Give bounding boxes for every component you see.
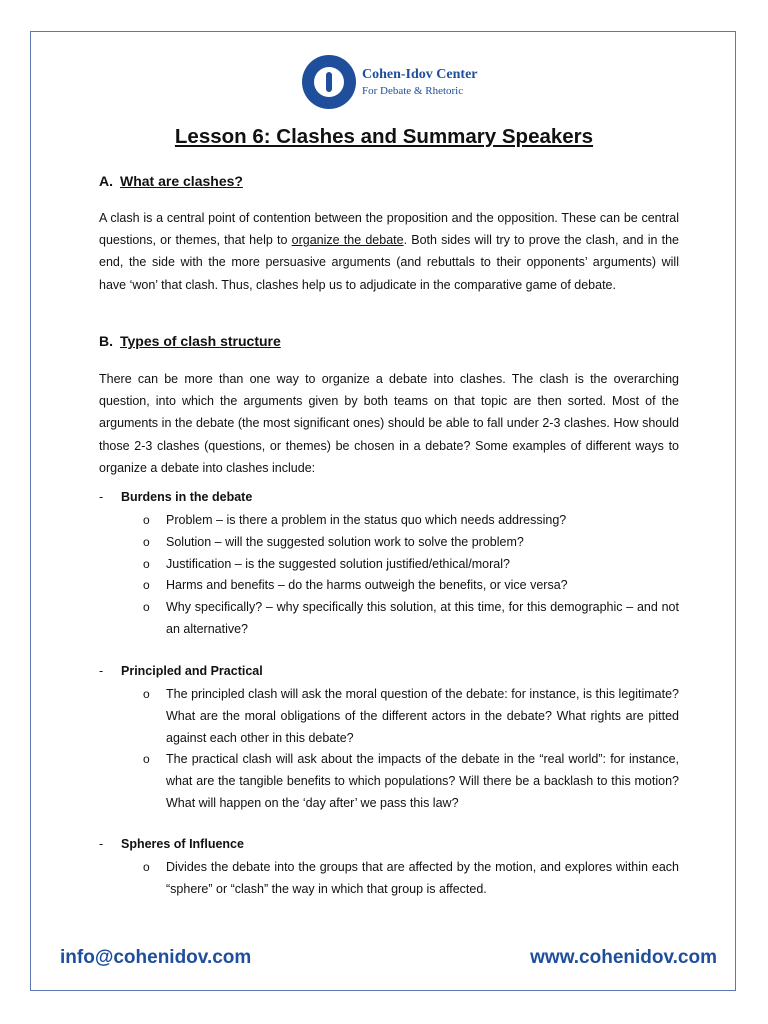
list-item: o The principled clash will ask the moral question of the debate: for instance, is this legitimate? What are the moral obligations of the different actors in the debate? What rights are pitted against each other in this debate? — [99, 684, 679, 749]
bullet-icon: o — [143, 534, 150, 549]
organize-debate-underline: organize the debate — [291, 233, 404, 248]
list-item: o Why specifically? – why specifically this solution, at this time, for this demographic – and not an alternative? — [99, 597, 679, 641]
section-b-title: Types of clash structure — [120, 333, 281, 349]
burdens-section: - Burdens in the debate o Problem – is there a problem in the status quo which needs addressing? o Solution – will the suggested solution work to solve the problem? o Justification – is the suggested solution justified/ethical/moral? o Harms and benefits – do the harms outweigh the benefits, or vice versa? o Why specifically? – why specifically this solution, at this time, for this demographic – and not an alternative? — [99, 490, 679, 641]
list-item: o Solution – will the suggested solution work to solve the problem? — [99, 532, 679, 554]
footer-website-link[interactable]: www.cohenidov.com — [530, 947, 717, 968]
bullet-icon: o — [143, 752, 150, 767]
footer-email-link[interactable]: info@cohenidov.com — [60, 947, 252, 968]
principled-title: Principled and Practical — [121, 664, 263, 678]
center-logo — [302, 55, 480, 115]
section-b-letter: B. — [99, 333, 113, 349]
section-b-paragraph: There can be more than one way to organize a debate into clashes. The clash is the overarching question, into which the arguments given by both teams on that topic are then sorted. Most of the arguments in the debate (the most significant ones) should be able to fall under 2-3 clashes. How should those 2-3 clashes (questions, or themes) be chosen in a debate? Some examples of different ways to organize a debate into clashes include: — [99, 372, 679, 475]
principled-section: - Principled and Practical o The principled clash will ask the moral question of the debate: for instance, is this legitimate? What are the moral obligations of the different actors in the debate? What rights are pitted against each other in this debate? o The practical clash will ask about the impacts of the debate in the “real world”: for instance, what are the tangible benefits to which populations? Will there be a backlash to this motion? What will happen on the ‘day after’ we pass this law? — [99, 664, 679, 815]
logo-name: Cohen-Idov Center — [362, 67, 478, 82]
logo-subtitle: For Debate & Rhetoric — [362, 85, 464, 97]
bullet-icon: o — [143, 687, 150, 701]
section-a-heading — [99, 173, 243, 189]
spheres-section: - Spheres of Influence o Divides the debate into the groups that are affected by the motion, and explores within each “sphere” or “clash” the way in which that group is affected. — [99, 837, 679, 901]
spheres-title: Spheres of Influence — [121, 837, 244, 851]
section-a-title: What are clashes? — [120, 173, 243, 189]
bullet-icon: o — [143, 556, 150, 571]
burdens-title: Burdens in the debate — [121, 490, 253, 504]
bullet-icon: o — [143, 860, 150, 874]
list-item: o Justification – is the suggested solution justified/ethical/moral? — [99, 554, 679, 576]
bullet-icon: o — [143, 600, 150, 615]
bullet-icon: o — [143, 513, 150, 527]
section-a-paragraph: A clash is a central point of contention between the proposition and the opposition. These can be central questions, or themes, that help to organize the debate. Both sides will try to prove the clash, and in the end, the side with the more persuasive arguments (and rebuttals to their opponents’ arguments) will have ‘won’ that clash. Thus, clashes help us to adjudicate in the comparative game of debate. — [99, 211, 679, 292]
list-item: o Problem – is there a problem in the status quo which needs addressing? — [99, 510, 679, 532]
section-b-heading — [99, 333, 281, 349]
seal-icon — [302, 55, 356, 109]
section-a-letter: A. — [99, 173, 113, 189]
list-item: o Divides the debate into the groups that are affected by the motion, and explores within each “sphere” or “clash” the way in which that group is affected. — [99, 857, 679, 901]
list-item: o The practical clash will ask about the impacts of the debate in the “real world”: for instance, what are the tangible benefits to which populations? Will there be a backlash to this motion? What will happen on the ‘day after’ we pass this law? — [99, 749, 679, 814]
list-item: o Harms and benefits – do the harms outweigh the benefits, or vice versa? — [99, 575, 679, 597]
page-title: Lesson 6: Clashes and Summary Speakers — [174, 125, 594, 148]
bullet-icon: o — [143, 578, 150, 593]
